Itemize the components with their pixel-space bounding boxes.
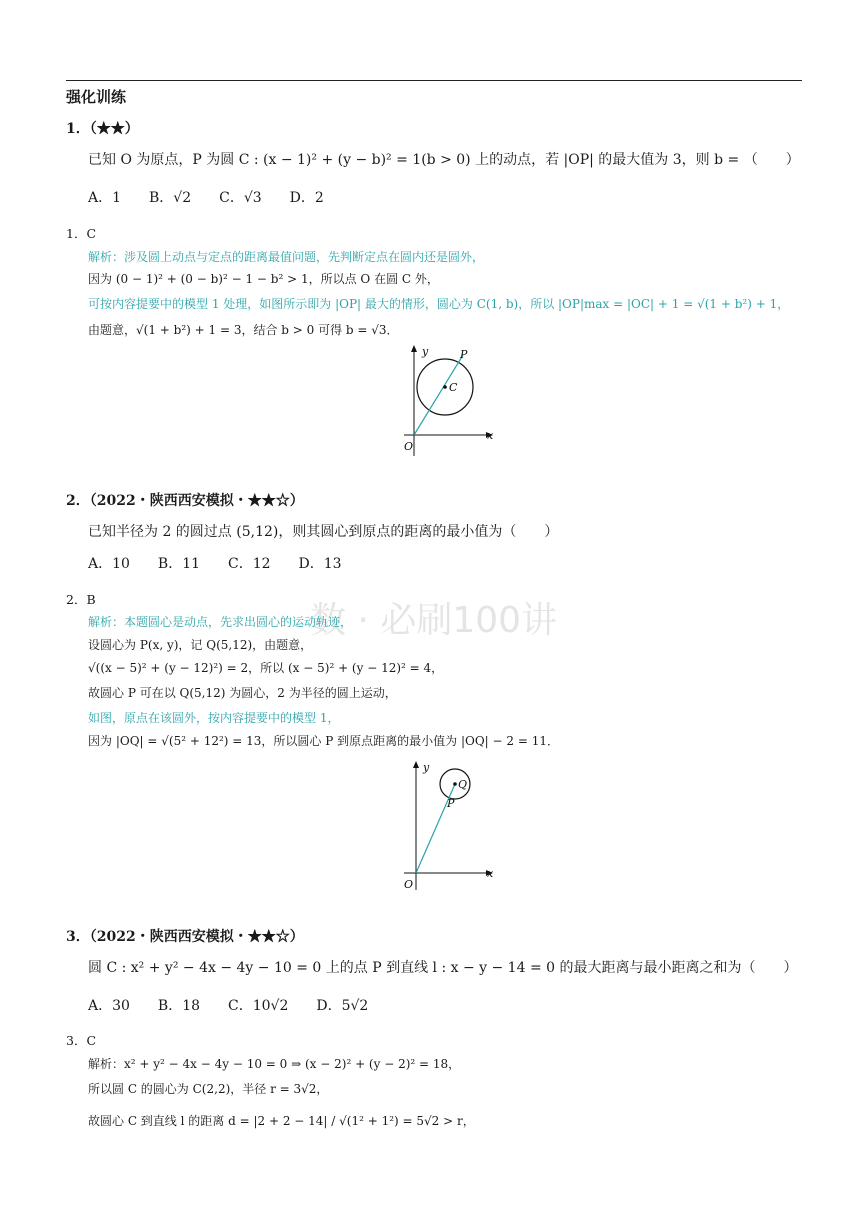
question-3-stem: 圆 C : x² + y² − 4x − 4y − 10 = 0 上的点 P 到直线 l : x − y − 14 = 0 的最大距离与最小距离之和为（ ） — [88, 960, 798, 976]
question-2-solution-line: √((x − 5)² + (y − 12)²) = 2，所以 (x − 5)² + (y − 12)² = 4， — [88, 661, 444, 675]
y-axis-label: y — [422, 345, 429, 358]
question-1-header: 1．（★★） — [66, 121, 139, 137]
x-axis-label: x — [487, 867, 494, 880]
watermark: 数 · 必刷100讲 — [310, 600, 558, 641]
point-p-label: P — [460, 348, 468, 361]
x-axis-label: x — [487, 429, 494, 442]
center-label: C — [449, 381, 458, 394]
y-axis-arrow-icon — [413, 761, 419, 768]
origin-label: O — [404, 878, 414, 891]
question-3-solution-line: 所以圆 C 的圆心为 C(2,2)，半径 r = 3√2， — [88, 1082, 329, 1096]
question-1-solution-line: 由题意，√(1 + b²) + 1 = 3，结合 b > 0 可得 b = √3． — [88, 323, 399, 337]
question-2-header: 2．（2022・陕西西安模拟・★★☆） — [66, 493, 304, 509]
question-1-choices: A．1 B．√2 C．√3 D．2 — [88, 190, 324, 206]
question-2-figure — [398, 758, 502, 894]
question-2-solution-line: 解析：本题圆心是动点，先求出圆心的运动轨迹， — [88, 615, 353, 629]
question-1-solution-line: 解析：涉及圆上动点与定点的距离最值问题，先判断定点在圆内还是圆外， — [88, 250, 485, 264]
center-point — [453, 782, 457, 786]
center-point — [443, 385, 447, 389]
question-2-solution-line: 如图，原点在该圆外，按内容提要中的模型 1， — [88, 711, 340, 725]
question-1-answer: 1．C — [66, 226, 97, 241]
question-3-header: 3．（2022・陕西西安模拟・★★☆） — [66, 929, 304, 945]
question-2-solution-line: 设圆心为 P(x, y)，记 Q(5,12)，由题意， — [88, 638, 313, 652]
question-3-solution-line: 故圆心 C 到直线 l 的距离 d = |2 + 2 − 14| / √(1² + 1²) = 5√2 > r， — [88, 1114, 475, 1128]
point-p-label: P — [447, 797, 455, 810]
question-3-solution-line: 解析：x² + y² − 4x − 4y − 10 = 0 ⇒ (x − 2)² + (y − 2)² = 18， — [88, 1057, 461, 1071]
question-3-answer: 3．C — [66, 1033, 97, 1048]
section-title: 强化训练 — [66, 88, 127, 106]
y-axis-arrow-icon — [411, 345, 417, 352]
question-2-stem: 已知半径为 2 的圆过点 (5,12)，则其圆心到原点的距离的最小值为（ ） — [88, 524, 559, 540]
question-2-answer: 2．B — [66, 592, 96, 607]
y-axis-label: y — [423, 761, 430, 774]
origin-label: O — [404, 440, 414, 453]
question-1-solution-line: 可按内容提要中的模型 1 处理，如图所示即为 |OP| 最大的情形，圆心为 C(1, b)，所以 |OP|max = |OC| + 1 = √(1 + b²) + 1， — [88, 297, 790, 311]
question-3-choices: A．30 B．18 C．10√2 D．5√2 — [88, 998, 369, 1014]
question-1-figure — [398, 342, 502, 460]
question-2-choices: A．10 B．11 C．12 D．13 — [88, 556, 342, 572]
header-rule — [66, 80, 802, 81]
point-q-label: Q — [458, 778, 468, 791]
question-1-stem: 已知 O 为原点，P 为圆 C : (x − 1)² + (y − b)² = 1(b > 0) 上的动点，若 |OP| 的最大值为 3，则 b = （ ） — [88, 152, 800, 168]
segment-op — [414, 355, 463, 435]
question-2-solution-line: 因为 |OQ| = √(5² + 12²) = 13，所以圆心 P 到原点距离的最小值为 |OQ| − 2 = 11． — [88, 734, 559, 748]
question-1-solution-line: 因为 (0 − 1)² + (0 − b)² − 1 − b² > 1，所以点 O 在圆 C 外， — [88, 272, 439, 286]
question-2-solution-line: 故圆心 P 可在以 Q(5,12) 为圆心，2 为半径的圆上运动， — [88, 686, 397, 700]
